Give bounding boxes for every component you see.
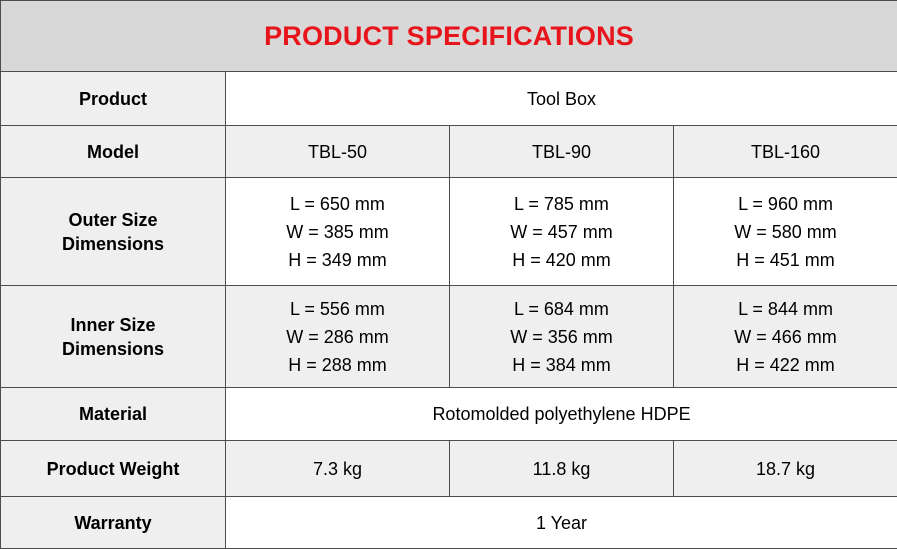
outer-height: H = 349 mm — [226, 246, 449, 274]
table-title: PRODUCT SPECIFICATIONS — [1, 1, 897, 72]
outer-width: W = 457 mm — [450, 218, 673, 246]
outer-size-label-line-1: Outer Size — [1, 208, 225, 232]
inner-width: W = 356 mm — [450, 323, 673, 351]
inner-height: H = 288 mm — [226, 351, 449, 379]
inner-size-tbl-90 — [450, 286, 674, 388]
inner-length: L = 684 mm — [450, 295, 673, 323]
inner-size-label — [1, 286, 226, 388]
inner-size-label-line-2: Dimensions — [1, 337, 225, 361]
inner-size-label-line-1: Inner Size — [1, 313, 225, 337]
weight-tbl-160: 18.7 kg — [674, 441, 897, 497]
product-label: Product — [1, 72, 226, 126]
inner-size-row — [1, 286, 897, 388]
model-row — [1, 126, 897, 178]
material-label: Material — [1, 388, 226, 441]
outer-size-label-line-2: Dimensions — [1, 232, 225, 256]
weight-row — [1, 441, 897, 497]
inner-width: W = 286 mm — [226, 323, 449, 351]
weight-tbl-50: 7.3 kg — [226, 441, 450, 497]
model-tbl-50: TBL-50 — [226, 126, 450, 178]
warranty-label: Warranty — [1, 497, 226, 549]
inner-size-tbl-50 — [226, 286, 450, 388]
warranty-row — [1, 497, 897, 549]
outer-width: W = 580 mm — [674, 218, 897, 246]
model-tbl-160: TBL-160 — [674, 126, 897, 178]
outer-length: L = 650 mm — [226, 190, 449, 218]
warranty-value: 1 Year — [226, 497, 897, 549]
outer-length: L = 785 mm — [450, 190, 673, 218]
model-tbl-90: TBL-90 — [450, 126, 674, 178]
product-value: Tool Box — [226, 72, 897, 126]
inner-width: W = 466 mm — [674, 323, 897, 351]
outer-size-tbl-90 — [450, 178, 674, 286]
inner-length: L = 844 mm — [674, 295, 897, 323]
material-value: Rotomolded polyethylene HDPE — [226, 388, 897, 441]
inner-height: H = 384 mm — [450, 351, 673, 379]
outer-size-label — [1, 178, 226, 286]
weight-tbl-90: 11.8 kg — [450, 441, 674, 497]
outer-height: H = 451 mm — [674, 246, 897, 274]
inner-height: H = 422 mm — [674, 351, 897, 379]
outer-height: H = 420 mm — [450, 246, 673, 274]
outer-size-tbl-160 — [674, 178, 897, 286]
product-row — [1, 72, 897, 126]
outer-size-row — [1, 178, 897, 286]
material-row — [1, 388, 897, 441]
outer-length: L = 960 mm — [674, 190, 897, 218]
weight-label: Product Weight — [1, 441, 226, 497]
inner-size-tbl-160 — [674, 286, 897, 388]
title-row — [1, 1, 897, 72]
outer-size-tbl-50 — [226, 178, 450, 286]
outer-width: W = 385 mm — [226, 218, 449, 246]
model-label: Model — [1, 126, 226, 178]
inner-length: L = 556 mm — [226, 295, 449, 323]
